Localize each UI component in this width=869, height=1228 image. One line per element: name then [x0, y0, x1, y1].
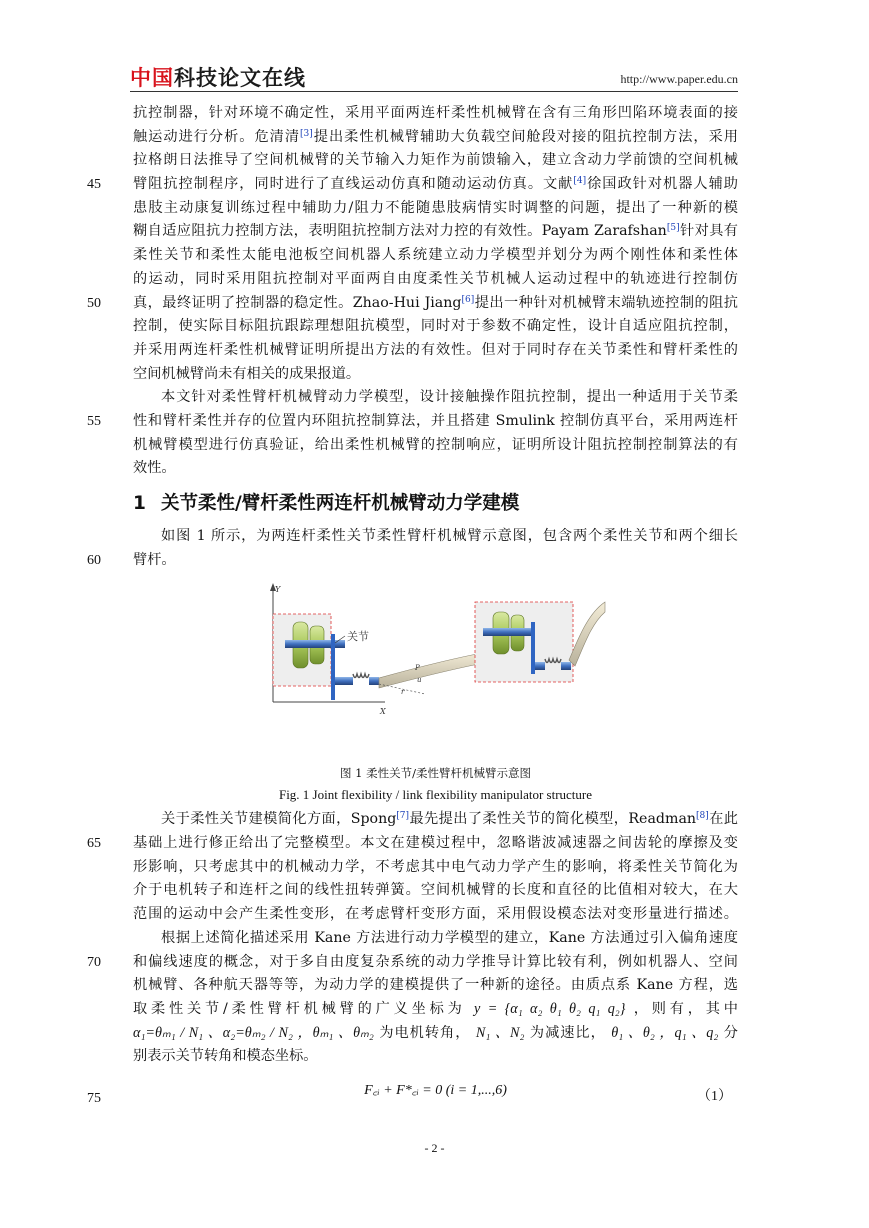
text-line: 55 性和臂杆柔性并存的位置内环阻抗控制算法，并且搭建 Smulink 控制仿真平台，采用两连杆 [133, 410, 738, 434]
joint-1-shaft [285, 640, 345, 648]
text-line: 60 臂杆。 [133, 549, 738, 573]
y-axis-label: Y [275, 585, 281, 595]
manipulator-diagram [265, 582, 605, 718]
text-line: 的运动，同时采用阻抗控制对平面两自由度柔性关节机械人运动过程中的轨迹进行控制仿 [133, 270, 738, 287]
flexible-link-1 [379, 652, 489, 688]
logo-dark-text: 科技论文在线 [174, 66, 306, 90]
equation-1 [87, 1069, 738, 1113]
text-line: 根据上述简化描述采用 Kane 方法进行动力学模型的建立，Kane 方法通过引入偏角速度 [161, 929, 738, 946]
label-u: u [417, 676, 422, 685]
joint-label: 关节 [347, 630, 369, 644]
math-inline: α₁=θₘ₁ / N₁ 、α₂=θₘ₂ / N₂ ，θₘ₁ 、θₘ₂ [133, 1024, 374, 1041]
spring-1 [353, 674, 369, 678]
text-line: 机械臂模型进行仿真验证，给出柔性机械臂的控制响应，证明所设计阻抗控制控制算法的有 [133, 436, 738, 453]
text-line: 65 基础上进行修正给出了完整模型。本文在建模过程中，忽略谐波减速器之间齿轮的摩擦及变 [133, 832, 738, 856]
text-line: 效性。 [133, 460, 176, 477]
text-line: 如图 1 所示，为两连杆柔性关节柔性臂杆机械臂示意图，包含两个柔性关节和两个细长 [161, 528, 738, 544]
joint-2-shaft [483, 628, 535, 636]
line-number: 45 [87, 177, 101, 193]
page-header [130, 60, 738, 92]
equation-expression: F꜀ᵢ + F*꜀ᵢ = 0 (i = 1,...,6) [364, 1082, 507, 1098]
math-inline: θ₁ 、θ₂ ，q₁ 、q₂ [611, 1024, 719, 1041]
text-line: 患肢主动康复训练过程中辅助力/阻力不能随患肢病情实时调整的问题，提出了一种新的模 [133, 199, 738, 216]
section-heading [133, 483, 738, 525]
citation-ref[interactable]: [7] [396, 811, 410, 822]
text-line: 别表示关节转角和模态坐标。 [133, 1048, 318, 1065]
text-line: 并采用两连杆柔性机械臂证明所提出方法的有效性。但对于同时存在关节柔性和臂杆柔性的 [133, 341, 738, 358]
text-line: 柔性关节和柔性太能电池板空间机器人系统建立动力学模型并划分为两个刚性体和柔性体 [133, 247, 738, 264]
section-number: 1 [133, 493, 146, 514]
page-number: - 2 - [424, 1141, 445, 1155]
joint-1-plate [331, 634, 335, 700]
citation-ref[interactable]: [4] [573, 176, 587, 187]
citation-ref[interactable]: [8] [696, 811, 709, 822]
line-number: 55 [87, 413, 101, 429]
text-line: 50 真，最终证明了控制器的稳定性。Zhao-Hui Jiang[6]提出一种针对机械臂末端轨迹控制的阻抗 [133, 292, 738, 316]
x-axis-label: X [380, 707, 386, 717]
line-number: 60 [87, 552, 101, 568]
flexible-link-2 [569, 602, 605, 666]
text-line: 关于柔性关节建模简化方面，Spong[7]最先提出了柔性关节的简化模型，Readman[8]在此 [161, 811, 738, 828]
joint-2-plate [531, 622, 535, 674]
citation-ref[interactable]: [3] [300, 128, 313, 139]
text-line: 糊自适应阻抗力控制方法，表明阻抗控制方法对力控的有效性。Payam Zarafshan[5]针对具有 [133, 223, 738, 240]
line-number: 65 [87, 836, 101, 852]
text-line: 抗控制器，针对环境不确定性，采用平面两连杆柔性机械臂在含有三角形凹陷环境表面的接 [133, 105, 738, 121]
section-title-text: 关节柔性/臂杆柔性两连杆机械臂动力学建模 [161, 493, 520, 514]
logo-red-text: 中国 [130, 66, 174, 90]
text-line: 控制，使实际目标阻抗跟踪理想阻抗模型，同时对于参数不确定性，设计自适应阻抗控制， [133, 318, 738, 335]
text-line: 范围的运动中会产生柔性变形，在考虑臂杆变形方面，采用假设模态法对变形量进行描述。 [133, 906, 738, 923]
label-r: r [401, 688, 405, 697]
page-body [87, 102, 738, 1113]
spring-1-shaft-right [369, 677, 379, 685]
header-url[interactable]: http://www.paper.edu.cn [620, 72, 738, 86]
text-line: 机械臂、各种航天器等等，为动力学的建模提供了一种新的途径。由质点系 Kane 方程，选 [133, 977, 738, 994]
figure-1 [133, 576, 738, 762]
text-line: 介于电机转子和连杆之间的线性扭转弹簧。空间机械臂的长度和直径的比值相对较大，在大 [133, 882, 738, 899]
figure-caption-zh: 图 1 柔性关节/柔性臂杆机械臂示意图 [339, 766, 531, 781]
spring-2-shaft [535, 662, 545, 670]
text-line: 本文针对柔性臂杆机械臂动力学模型，设计接触操作阻抗控制，提出一种适用于关节柔 [161, 389, 738, 406]
text-line: 取柔性关节/柔性臂杆机械臂的广义坐标为 y = {α₁ α₂ θ₁ θ₂ q₁ q₂} ，则有，其中 [133, 1000, 738, 1017]
text-line: 拉格朗日法推导了空间机械臂的关节输入力矩作为前馈输入，建立含动力学前馈的空间机械 [133, 152, 738, 169]
spring-2-shaft-right [561, 662, 571, 670]
text-line: 45 臂阻抗控制程序，同时进行了直线运动仿真和随动运动仿真。文献[4]徐国政针对机器人辅助 [133, 173, 738, 197]
label-p: P [415, 664, 420, 673]
citation-ref[interactable]: [5] [666, 223, 680, 234]
citation-ref[interactable]: [6] [461, 294, 475, 305]
text-line: 空间机械臂尚未有相关的成果报道。 [133, 365, 361, 382]
equation-number: （1） [697, 1088, 732, 1104]
math-inline: y = {α₁ α₂ θ₁ θ₂ q₁ q₂} [474, 1000, 626, 1017]
journal-logo [130, 62, 306, 92]
text-line: 触运动进行分析。危清清[3]提出柔性机械臂辅助大负载空间舱段对接的阻抗控制方法，采用 [133, 128, 738, 145]
text-line: α₁=θₘ₁ / N₁ 、α₂=θₘ₂ / N₂ ，θₘ₁ 、θₘ₂ 为电机转角， N₁ 、N₂ 为减速比， θ₁ 、θ₂ ，q₁ 、q₂ 分 [133, 1024, 738, 1041]
line-number: 50 [87, 295, 101, 311]
spring-1-shaft [335, 677, 353, 685]
figure-caption-en: Fig. 1 Joint flexibility / link flexibility manipulator structure [278, 787, 593, 803]
line-number: 70 [87, 954, 101, 970]
text-line: 形影响，只考虑其中的机械动力学，不考虑其中电气动力学产生的影响，将柔性关节简化为 [133, 858, 738, 875]
line-number: 75 [87, 1090, 101, 1106]
text-line: 70 和偏线速度的概念，对于多自由度复杂系统的动力学推导计算比较有利，例如机器人、空间 [133, 951, 738, 975]
math-inline: N₁ 、N₂ [475, 1024, 525, 1041]
